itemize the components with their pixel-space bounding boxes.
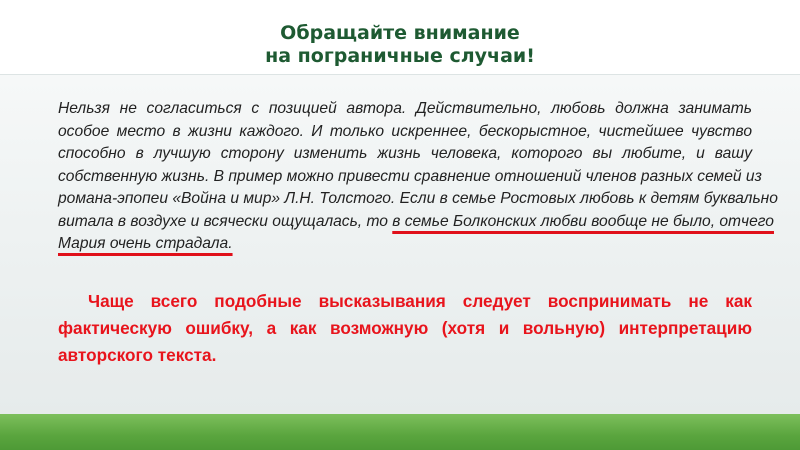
essay-excerpt: [58, 98, 778, 256]
highlighted-fragment: Мария очень страдала.: [58, 235, 233, 252]
excerpt-line: Нельзя не согласиться с позицией автора. Действительно, любовь должна занимать: [58, 100, 752, 117]
excerpt-line: [58, 233, 752, 256]
excerpt-line: романа-эпопеи «Война и мир» Л.Н. Толстого. Если в семье Ростовых любовь к детям буквально: [58, 190, 778, 207]
excerpt-line: особое место в жизни каждого. И только искреннее, бескорыстное, чистейшее чувство: [58, 122, 752, 140]
highlighted-fragment: в семье Болконских любви вообще не было, отчего: [392, 212, 774, 230]
excerpt-line: способно в лучшую сторону изменить жизнь человека, которого вы любите, и вашу: [58, 145, 752, 162]
teacher-note: [58, 288, 752, 369]
note-line: фактическую ошибку, а как возможную (хотя и вольную) интерпретацию: [58, 318, 752, 338]
content-panel: [0, 74, 800, 415]
slide-title: [0, 0, 800, 74]
title-line-1: Обращайте внимание: [280, 22, 520, 44]
bottom-decorative-bar: [0, 414, 800, 450]
note-line: авторского текста.: [58, 345, 217, 365]
excerpt-text: витала в воздухе и всячески ощущалась, то: [58, 212, 393, 230]
excerpt-line: [58, 211, 774, 234]
title-line-2: на пограничные случаи!: [265, 45, 535, 67]
note-line: Чаще всего подобные высказывания следует воспринимать не как: [88, 291, 752, 311]
excerpt-line: собственную жизнь. В пример можно привести сравнение отношений членов разных семей из: [58, 167, 762, 185]
